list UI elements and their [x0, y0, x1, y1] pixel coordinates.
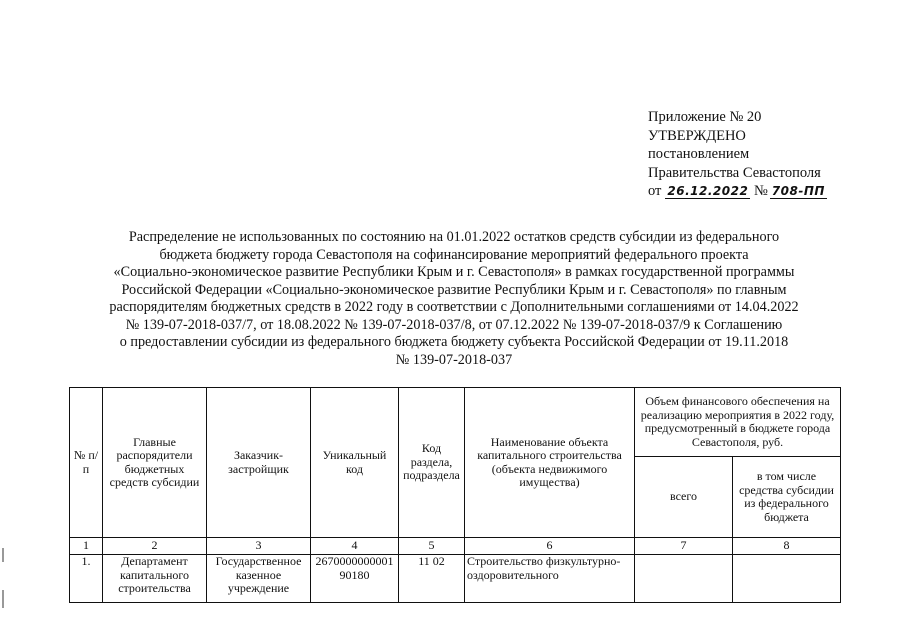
header-total: всего — [635, 457, 733, 538]
header-managers: Главные распорядители бюджетных средств субсидии — [103, 388, 207, 538]
title-line: распорядителям бюджетных средств в 2022 году в соответствии с Дополнительными соглашениями от 14.04.2022 — [109, 299, 799, 315]
row-object-name: Строительство физкультурно-оздоровительного — [465, 555, 635, 603]
title-line: № 139-07-2018-037/7, от 18.08.2022 № 139-07-2018-037/8, от 07.12.2022 № 139-07-2018-037/9 к Соглашению — [125, 316, 783, 333]
government-label: Правительства Севастополя — [648, 164, 821, 181]
col-number: 6 — [465, 538, 635, 555]
resolution-label: постановлением — [648, 146, 750, 162]
row-num: 1. — [70, 555, 103, 603]
column-numbers-row — [70, 538, 841, 555]
title-line: о предоставлении субсидии из федерального бюджета бюджету субъекта Российской Федерации от 19.11.2018 — [119, 334, 789, 350]
header-object-name: Наименование объекта капитального строительства (объекта недвижимого имущества) — [465, 388, 635, 538]
row-unique-code: 267000000000190180 — [311, 555, 399, 603]
header-section-code: Код раздела, подраздела — [399, 388, 465, 538]
title-line: «Социально-экономическое развитие Республики Крым и г. Севастополя» в рамках государственной программы — [113, 264, 795, 280]
row-federal — [733, 555, 841, 603]
title-line: Российской Федерации «Социально-экономическое развитие Республики Крым и г. Севастополя» по главным — [121, 281, 787, 298]
approved-label: УТВЕРЖДЕНО — [648, 127, 746, 144]
header-federal: в том числе средства субсидии из федерального бюджета — [733, 457, 841, 538]
scan-edge-mark — [2, 590, 4, 608]
handwritten-date: 26.12.2022 — [667, 184, 749, 198]
appendix-number: Приложение № 20 — [648, 109, 762, 125]
col-number: 2 — [103, 538, 207, 555]
document-title — [78, 229, 830, 369]
row-section-code: 11 02 — [399, 555, 465, 603]
number-prefix: № — [753, 183, 768, 199]
title-line: Распределение не использованных по состоянию на 01.01.2022 остатков средств субсидии из федерального — [128, 229, 780, 245]
header-customer: Заказчик-застройщик — [207, 388, 311, 538]
distribution-table — [69, 387, 841, 603]
col-number: 1 — [70, 538, 103, 555]
title-line: бюджета бюджету города Севастополя на софинансирование мероприятий федерального проекта — [159, 246, 749, 263]
header-funding: Объем финансового обеспечения на реализацию мероприятия в 2022 году, предусмотренный в бюджете города Севастополя, руб. — [635, 388, 841, 457]
header-unique-code: Уникальный код — [311, 388, 399, 538]
scan-edge-mark — [2, 548, 4, 562]
col-number: 4 — [311, 538, 399, 555]
col-number: 8 — [733, 538, 841, 555]
date-prefix: от — [648, 183, 662, 199]
row-manager: Департамент капитального строительства — [103, 555, 207, 603]
approval-block — [648, 108, 888, 201]
row-total — [635, 555, 733, 603]
header-num: № п/п — [70, 388, 103, 538]
col-number: 7 — [635, 538, 733, 555]
col-number: 3 — [207, 538, 311, 555]
table-row — [70, 555, 841, 603]
handwritten-number: 708-ПП — [771, 184, 825, 198]
col-number: 5 — [399, 538, 465, 555]
date-number-line — [648, 182, 888, 201]
row-customer: Государственное казенное учреждение — [207, 555, 311, 603]
title-line: № 139-07-2018-037 — [395, 351, 513, 368]
